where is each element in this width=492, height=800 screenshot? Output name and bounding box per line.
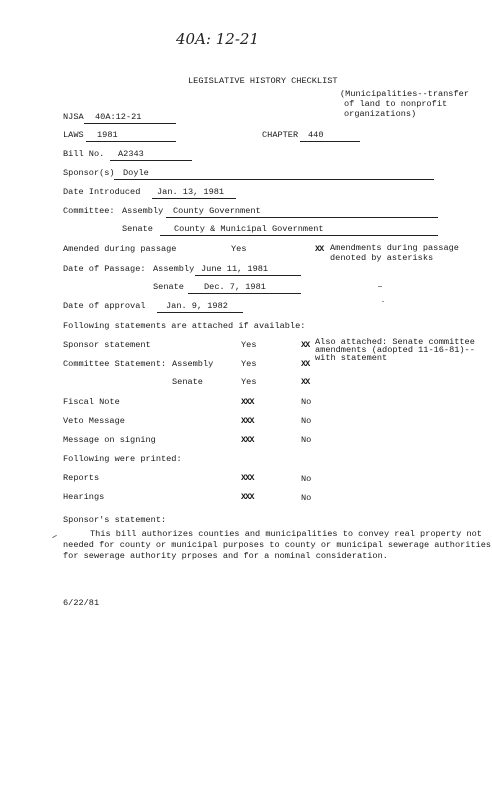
- sponsor-underline: [114, 179, 434, 180]
- sponsor-statement-line-1: This bill authorizes counties and municipalities to convey real property not: [90, 529, 482, 539]
- sponsor-statement-mark: XX: [301, 340, 310, 350]
- bill-label: Bill No.: [63, 149, 105, 159]
- committee-label: Committee:: [63, 206, 115, 216]
- laws-value: 1981: [97, 130, 118, 140]
- passage-senate-label: Senate: [153, 282, 184, 292]
- chapter-label: CHAPTER: [262, 130, 299, 140]
- message-signing-label: Message on signing: [63, 435, 156, 445]
- message-signing-no: No: [301, 435, 312, 445]
- sponsor-statement-line-3: for sewerage authority prposes and for a nominal consideration.: [63, 551, 388, 561]
- veto-message-yes-struck: XXX: [241, 416, 254, 426]
- committee-statement-assembly-mark: XX: [301, 359, 310, 369]
- amended-label: Amended during passage: [63, 244, 177, 254]
- also-attached-line-2: amendments (adopted 11-16-81)--: [315, 345, 475, 355]
- committee-senate-label: Senate: [122, 224, 153, 234]
- following-printed-heading: Following were printed:: [63, 454, 182, 464]
- amended-yes: Yes: [231, 244, 247, 254]
- sponsor-value: Doyle: [123, 168, 149, 178]
- committee-statement-senate-mark: XX: [301, 377, 310, 387]
- laws-label: LAWS: [63, 130, 84, 140]
- bill-underline: [110, 160, 192, 161]
- committee-statement-label: Committee Statement:: [63, 359, 167, 369]
- bill-value: A2343: [118, 149, 144, 159]
- speck-marks-2: [382, 301, 384, 302]
- committee-assembly-label: Assembly: [122, 206, 164, 216]
- amended-note-line-1: Amendments during passage: [330, 243, 459, 253]
- committee-assembly-underline: [166, 217, 438, 218]
- also-attached-line-1: Also attached: Senate committee: [315, 337, 475, 347]
- fiscal-note-no: No: [301, 397, 312, 407]
- chapter-value: 440: [308, 130, 324, 140]
- committee-senate-value: County & Municipal Government: [174, 224, 324, 234]
- date-introduced-underline: [152, 198, 236, 199]
- fiscal-note-label: Fiscal Note: [63, 397, 120, 407]
- approval-underline: [157, 312, 243, 313]
- reports-yes-struck: XXX: [241, 473, 254, 483]
- committee-statement-senate-yes: Yes: [241, 377, 257, 387]
- subject-note-line-2: of land to nonprofit: [344, 99, 448, 109]
- njsa-label: NJSA: [63, 112, 84, 122]
- approval-label: Date of approval: [63, 301, 146, 311]
- date-introduced-value: Jan. 13, 1981: [157, 187, 225, 197]
- following-attached-heading: Following statements are attached if available:: [63, 321, 306, 331]
- sponsor-statement-line-2: needed for county or municipal purposes to county or municipal sewerage authorities: [63, 540, 492, 550]
- hearings-yes-struck: XXX: [241, 492, 254, 502]
- amended-mark: XX: [315, 244, 324, 254]
- reports-label: Reports: [63, 473, 100, 483]
- subject-note-line-3: organizations): [344, 109, 417, 119]
- passage-label: Date of Passage:: [63, 264, 146, 274]
- subject-note-line-1: (Municipalities--transfer: [340, 89, 469, 99]
- passage-senate-underline: [188, 293, 301, 294]
- approval-value: Jan. 9, 1982: [166, 301, 228, 311]
- passage-assembly-label: Assembly: [153, 264, 195, 274]
- page-title: LEGISLATIVE HISTORY CHECKLIST: [188, 76, 338, 86]
- sponsor-statement-yes: Yes: [241, 340, 257, 350]
- handwritten-annotation: 40A: 12-21: [176, 30, 259, 48]
- veto-message-no: No: [301, 416, 312, 426]
- sponsor-statement-heading: Sponsor's statement:: [63, 515, 167, 525]
- committee-statement-senate: Senate: [172, 377, 203, 387]
- njsa-underline: [84, 123, 176, 124]
- margin-mark: [52, 535, 57, 538]
- committee-assembly-value: County Government: [173, 206, 261, 216]
- hearings-label: Hearings: [63, 492, 105, 502]
- sponsor-statement-label: Sponsor statement: [63, 340, 151, 350]
- sponsor-label: Sponsor(s): [63, 168, 115, 178]
- njsa-value: 40A:12-21: [95, 112, 142, 122]
- laws-underline: [86, 141, 176, 142]
- message-signing-yes-struck: XXX: [241, 435, 254, 445]
- speck-marks: [378, 286, 382, 287]
- veto-message-label: Veto Message: [63, 416, 125, 426]
- also-attached-line-3: with statement: [315, 353, 388, 363]
- chapter-underline: [300, 141, 360, 142]
- amended-note-line-2: denoted by asterisks: [330, 253, 434, 263]
- reports-no: No: [301, 474, 312, 484]
- passage-senate-value: Dec. 7, 1981: [204, 282, 266, 292]
- footer-date: 6/22/81: [63, 598, 100, 608]
- passage-assembly-value: June 11, 1981: [201, 264, 269, 274]
- fiscal-note-yes-struck: XXX: [241, 397, 254, 407]
- committee-statement-assembly: Assembly: [172, 359, 214, 369]
- passage-assembly-underline: [195, 275, 301, 276]
- hearings-no: No: [301, 493, 312, 503]
- committee-senate-underline: [160, 235, 438, 236]
- committee-statement-assembly-yes: Yes: [241, 359, 257, 369]
- date-introduced-label: Date Introduced: [63, 187, 141, 197]
